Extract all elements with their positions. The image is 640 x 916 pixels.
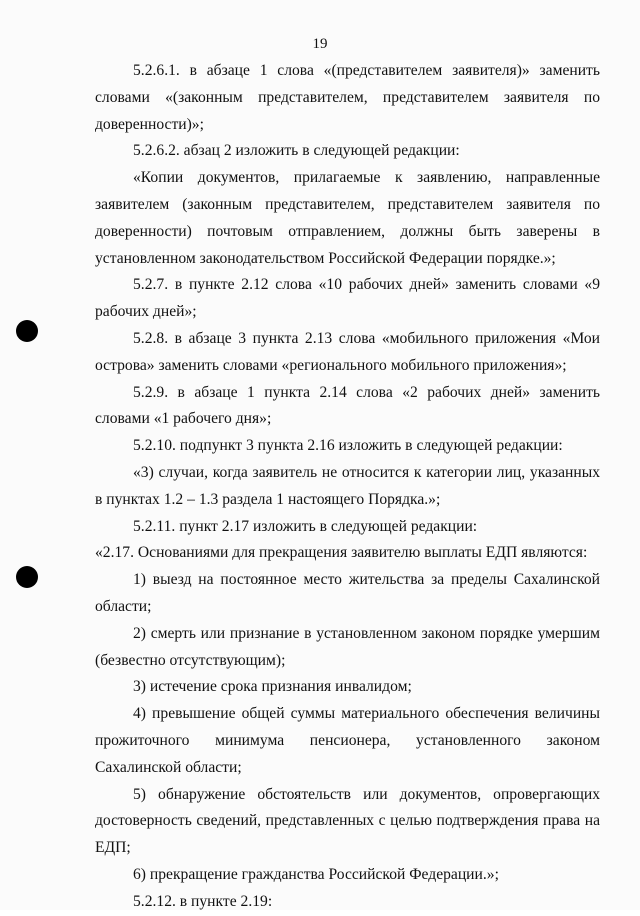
document-body (95, 58, 600, 916)
paragraph-5-2-8: 5.2.8. в абзаце 3 пункта 2.13 слова «мобильного приложения «Мои острова» заменить словами «регионального мобильного приложения»; (95, 329, 600, 374)
list-item-3: 3) истечение срока признания инвалидом; (133, 678, 412, 696)
list-item-6: 6) прекращение гражданства Российской Федерации.»; (133, 865, 499, 883)
paragraph-5-2-6-2: 5.2.6.2. абзац 2 изложить в следующей редакции: (133, 142, 460, 160)
list-item-5: 5) обнаружение обстоятельств или документов, опровергающих достоверность сведений, представленных с целью подтверждения права на ЕДП; (95, 785, 600, 857)
list-item-4: 4) превышение общей суммы материального обеспечения величины прожиточного минимума пенсионера, установленного законом Сахалинской области; (95, 705, 600, 776)
paragraph-5-2-11: 5.2.11. пункт 2.17 изложить в следующей редакции: (133, 517, 478, 535)
paragraph-quote-copies: «Копии документов, прилагаемые к заявлению, направленные заявителем (законным представителем, представителем заявителя по доверенности) почтовым отправлением, должны быть заверены в установленном законодательством Российской Федерации порядке.»; (95, 169, 600, 267)
punch-hole-mark (16, 566, 38, 588)
paragraph-5-2-6-1: 5.2.6.1. в абзаце 1 слова «(представителем заявителя)» заменить словами «(законным представителем, представителем заявителя по доверенности)»; (95, 62, 600, 133)
paragraph-5-2-10: 5.2.10. подпункт 3 пункта 2.16 изложить в следующей редакции: (133, 437, 563, 455)
paragraph-quote-item-3: «3) случаи, когда заявитель не относится к категории лиц, указанных в пунктах 1.2 – 1.3 раздела 1 настоящего Порядка.»; (95, 463, 600, 508)
paragraph-5-2-9: 5.2.9. в абзаце 1 пункта 2.14 слова «2 рабочих дней» заменить словами «1 рабочего дня»; (95, 383, 600, 428)
paragraph-5-2-7: 5.2.7. в пункте 2.12 слова «10 рабочих дней» заменить словами «9 рабочих дней»; (95, 276, 600, 321)
list-item-2: 2) смерть или признание в установленном законом порядке умершим (безвестно отсутствующим); (95, 624, 600, 669)
list-item-1: 1) выезд на постоянное место жительства за пределы Сахалинской области; (95, 571, 600, 615)
page-number: 19 (312, 36, 328, 52)
paragraph-5-2-12: 5.2.12. в пункте 2.19: (133, 892, 273, 910)
paragraph-2-17-heading: «2.17. Основаниями для прекращения заявителю выплаты ЕДП являются: (95, 544, 588, 562)
punch-hole-mark (16, 320, 38, 342)
